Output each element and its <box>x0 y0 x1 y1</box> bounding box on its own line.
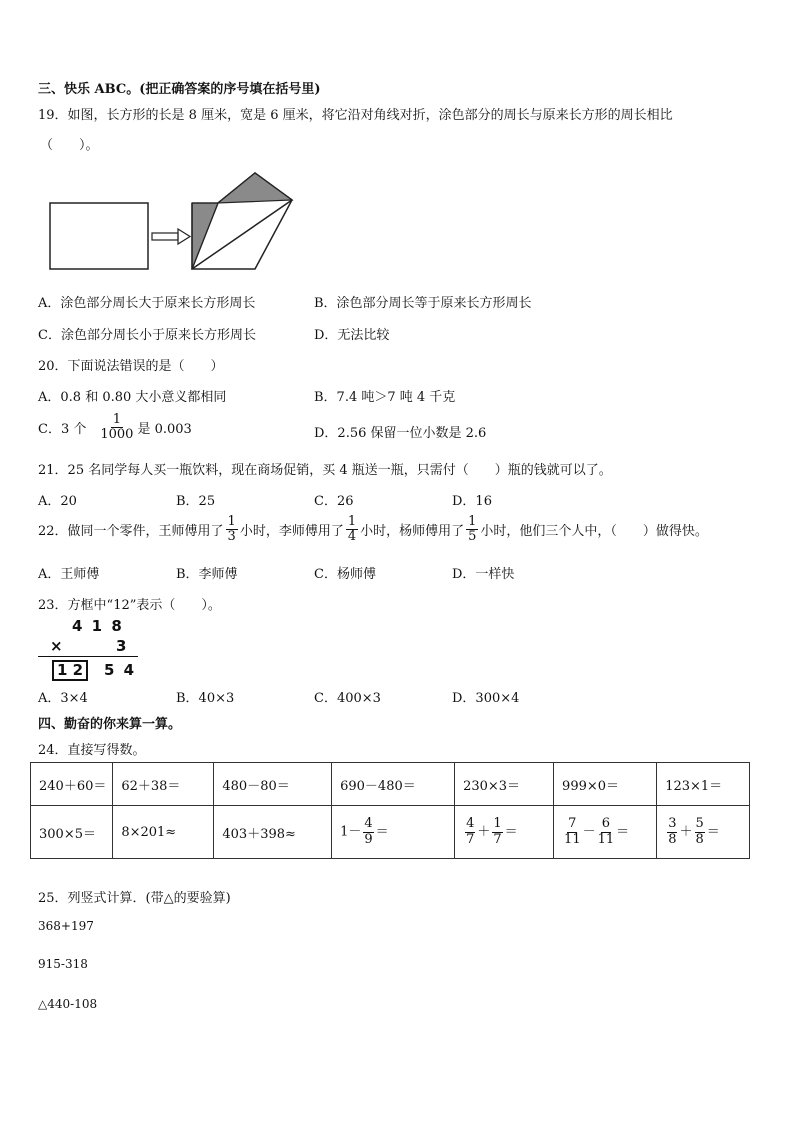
fraction-numerator: 3 <box>668 816 677 832</box>
calc-row <box>31 806 750 859</box>
fraction-numerator: 1 <box>112 412 122 427</box>
fraction-5-8 <box>695 817 705 847</box>
calc-cell[interactable]: 8×201≈ <box>113 806 214 859</box>
q22-text-1: 22．做同一个零件，王师傅用了 <box>38 523 224 539</box>
q21-option-b[interactable]: B．25 <box>176 494 216 509</box>
fraction-numerator: 7 <box>568 816 577 832</box>
q22-text-4: 小时，他们三个人中，（ ）做得快。 <box>480 523 708 539</box>
calc-cell[interactable]: 300×5＝ <box>31 806 113 859</box>
q25-item: △440-108 <box>38 997 98 1011</box>
fraction-numerator: 6 <box>601 816 611 832</box>
calc-cell[interactable]: 230×3＝ <box>455 763 554 806</box>
fraction-denominator: 7 <box>466 831 475 847</box>
vertical-multiplication <box>36 615 142 683</box>
fraction-denominator: 4 <box>347 528 357 544</box>
q19-figure <box>40 165 300 277</box>
q23-option-a[interactable]: A．3×4 <box>38 691 88 706</box>
q21-option-a[interactable]: A．20 <box>38 494 77 509</box>
fraction-numerator: 1 <box>468 514 477 529</box>
fraction-numerator: 4 <box>466 816 475 832</box>
calc-cell[interactable]: 480－80＝ <box>214 763 332 806</box>
q20-option-b[interactable]: B．7.4 吨＞7 吨 4 千克 <box>314 390 456 405</box>
equals-sign: ＝ <box>375 824 389 840</box>
calc-table <box>30 762 750 859</box>
q20-stem: 20．下面说法错误的是（ ） <box>38 359 224 374</box>
multiplicand: 4 1 8 <box>72 617 124 635</box>
calc-row <box>31 763 750 806</box>
q20-option-d[interactable]: D．2.56 保留一位小数是 2.6 <box>314 426 487 441</box>
fraction-denominator: 8 <box>695 831 704 847</box>
fraction-7-11 <box>564 817 581 847</box>
q21-option-d[interactable]: D．16 <box>452 494 492 509</box>
times-sign: × <box>50 637 63 655</box>
fraction-numerator: 1 <box>493 816 502 832</box>
fraction-numerator: 5 <box>695 816 704 832</box>
q22-option-d[interactable]: D．一样快 <box>452 567 515 582</box>
fraction-4-7 <box>465 817 475 847</box>
calc-cell[interactable]: 403＋398≈ <box>214 806 332 859</box>
fraction-6-11 <box>598 817 615 847</box>
folded-shape <box>192 173 292 269</box>
q22-option-c[interactable]: C．杨师傅 <box>314 567 376 582</box>
rectangle-shape <box>50 203 148 269</box>
q25-item: 915-318 <box>38 957 88 971</box>
q22-stem <box>38 515 708 543</box>
q25-item: 368+197 <box>38 919 94 933</box>
q25-stem: 25．列竖式计算．(带△的要验算) <box>38 891 231 906</box>
fraction-numerator: 4 <box>364 816 373 832</box>
fraction-denominator: 1000 <box>100 426 134 442</box>
fraction-denominator: 9 <box>364 831 373 847</box>
q22-text-2: 小时，李师傅用了 <box>239 523 344 539</box>
fraction-denominator: 5 <box>468 528 477 544</box>
fraction-3-8 <box>667 817 677 847</box>
calc-cell[interactable]: 690－480＝ <box>332 763 455 806</box>
calc-cell[interactable] <box>657 806 750 859</box>
fraction-denominator: 7 <box>493 831 502 847</box>
fraction-1-7 <box>492 817 502 847</box>
fraction-1-1000 <box>98 413 135 441</box>
equals-sign: ＝ <box>706 824 720 840</box>
equals-sign: ＝ <box>504 824 518 840</box>
q23-option-d[interactable]: D．300×4 <box>452 691 520 706</box>
calc-cell[interactable]: 240＋60＝ <box>31 763 113 806</box>
calc-cell[interactable] <box>455 806 554 859</box>
q19-option-d[interactable]: D．无法比较 <box>314 328 390 343</box>
calc-cell[interactable]: 999×0＝ <box>554 763 657 806</box>
q19-option-b[interactable]: B．涂色部分周长等于原来长方形周长 <box>314 296 532 311</box>
fraction-1-5 <box>466 515 478 543</box>
q23-option-b[interactable]: B．40×3 <box>176 691 235 706</box>
q19-answer-paren: （ ）。 <box>40 138 99 153</box>
q22-option-b[interactable]: B．李师傅 <box>176 567 238 582</box>
fraction-denominator: 3 <box>227 528 236 544</box>
calc-cell[interactable]: 62＋38＝ <box>113 763 214 806</box>
section-3-title: 三、快乐 ABC。(把正确答案的序号填在括号里) <box>38 82 321 97</box>
q21-stem: 21．25 名同学每人买一瓶饮料，现在商场促销，买 4 瓶送一瓶，只需付（ ）瓶的钱就可以了。 <box>38 463 612 478</box>
q19-option-c[interactable]: C．涂色部分周长小于原来长方形周长 <box>38 328 256 343</box>
operator: ＋ <box>477 824 491 840</box>
q20-option-c[interactable] <box>38 413 192 441</box>
boxed-digits: 1 2 <box>52 660 88 681</box>
q24-stem: 24．直接写得数。 <box>38 743 146 758</box>
calc-cell[interactable]: 123×1＝ <box>657 763 750 806</box>
equals-sign: ＝ <box>616 824 630 840</box>
fraction-numerator: 1 <box>347 514 357 529</box>
fraction-denominator: 11 <box>597 831 615 847</box>
arrow-icon <box>152 229 190 244</box>
q21-option-c[interactable]: C．26 <box>314 494 354 509</box>
divider-line <box>38 656 138 657</box>
q20-option-a[interactable]: A．0.8 和 0.80 大小意义都相同 <box>38 390 227 405</box>
q23-option-c[interactable]: C．400×3 <box>314 691 381 706</box>
q20-option-c-suffix: 是 0.003 <box>137 421 192 437</box>
q19-stem: 19．如图，长方形的长是 8 厘米，宽是 6 厘米，将它沿对角线对折，涂色部分的周长与原来长方形的周长相比 <box>38 108 673 123</box>
fraction-1-4 <box>346 515 358 543</box>
expr-part: 1－ <box>340 824 362 840</box>
fraction-1-3 <box>226 515 238 543</box>
operator: － <box>582 824 596 840</box>
calc-cell[interactable] <box>554 806 657 859</box>
product-rest: 5 4 <box>104 661 137 679</box>
calc-cell[interactable] <box>332 806 455 859</box>
q23-stem: 23．方框中“12”表示（ ）。 <box>38 598 221 613</box>
q22-text-3: 小时，杨师傅用了 <box>360 523 465 539</box>
section-4-title: 四、勤奋的你来算一算。 <box>38 717 182 732</box>
fraction-4-9 <box>363 817 373 847</box>
q19-option-a[interactable]: A．涂色部分周长大于原来长方形周长 <box>38 296 256 311</box>
multiplier: 3 <box>116 637 127 655</box>
q20-option-c-prefix: C．3 个 <box>38 421 87 437</box>
q22-option-a[interactable]: A．王师傅 <box>38 567 100 582</box>
fraction-denominator: 11 <box>564 831 581 847</box>
fraction-denominator: 8 <box>668 831 677 847</box>
fraction-numerator: 1 <box>227 514 236 529</box>
operator: ＋ <box>679 824 693 840</box>
